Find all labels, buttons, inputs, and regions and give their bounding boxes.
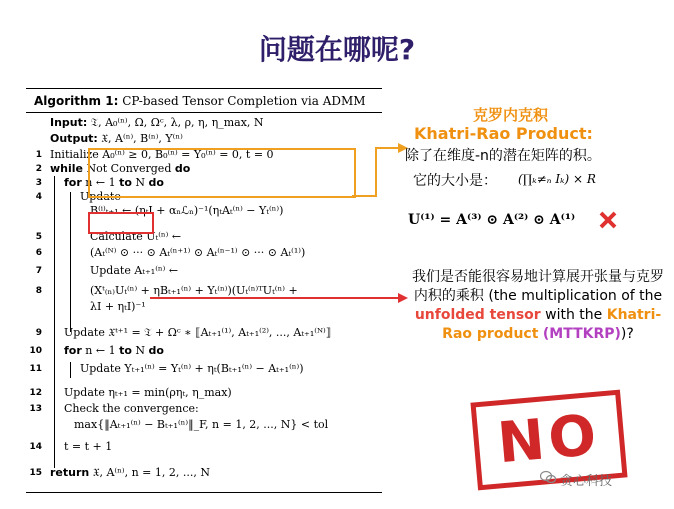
u-formula xyxy=(408,212,575,228)
line-number: 4 xyxy=(35,192,42,202)
line-text: t = t + 1 xyxy=(64,440,113,453)
line-text: Update Yₜ₊₁⁽ⁿ⁾ = Yₜ⁽ⁿ⁾ + ηₜ(Bₜ₊₁⁽ⁿ⁾ − Aₜ₊₁⁽ⁿ⁾) xyxy=(80,362,304,375)
line-text: Update xyxy=(80,190,121,203)
line-number: 1 xyxy=(35,150,42,160)
line-text: (Xᵗ₍ₙ₎Uₜ⁽ⁿ⁾ + ηBₜ₊₁⁽ⁿ⁾ + Yₜ⁽ⁿ⁾)(Uₜ⁽ⁿ⁾ᵀUₜ⁽ⁿ⁾ + xyxy=(90,284,298,297)
question-end: )? xyxy=(620,326,634,342)
cross-icon xyxy=(598,210,618,230)
line-text: B⁽ⁱ⁾ₜ₊₁ ← (ηₜI + αₙℒₙ)⁻¹(ηₜAₜ⁽ⁿ⁾ − Yₜ⁽ⁿ⁾) xyxy=(90,204,284,217)
line-text: Output: 𝔛, A⁽ⁿ⁾, B⁽ⁿ⁾, Y⁽ⁿ⁾ xyxy=(50,132,183,145)
line-text: Update Aₜ₊₁⁽ⁿ⁾ ← xyxy=(90,264,179,277)
line-number: 9 xyxy=(35,328,42,338)
line-number: 11 xyxy=(29,364,42,374)
orange-connector xyxy=(352,148,398,196)
question-mid: with the xyxy=(540,307,607,323)
line-text: max{‖Aₜ₊₁⁽ⁿ⁾ − Bₜ₊₁⁽ⁿ⁾‖_F, n = 1, 2, ..., N} < tol xyxy=(74,418,329,431)
line-text: λI + ηₜI)⁻¹ xyxy=(90,300,146,313)
line-number: 2 xyxy=(35,164,42,174)
kr-chinese-label: 克罗内克积 xyxy=(473,106,549,124)
wechat-icon xyxy=(540,470,556,484)
question-mttkrp: (MTTKRP) xyxy=(542,326,621,342)
line-text: Check the convergence: xyxy=(64,402,199,415)
red-arrowhead xyxy=(398,293,408,303)
line-number: 13 xyxy=(29,404,42,414)
question-part1: 我们是否能很容易地计算展开张量与克罗内积的乘积 (the multiplication of the xyxy=(412,269,664,304)
algorithm-heading-label: Algorithm 1: xyxy=(34,94,119,108)
line-text: Initialize A₀⁽ⁿ⁾ ≥ 0, B₀⁽ⁿ⁾ = Y₀⁽ⁿ⁾ = 0, t = 0 xyxy=(50,148,274,161)
line-number: 3 xyxy=(35,178,42,188)
line-text: Update 𝔛ᵗ⁺¹ = 𝔗 + Ωᶜ ∗ ⟦Aₜ₊₁⁽¹⁾, Aₜ₊₁⁽²⁾, ..., Aₜ₊₁⁽ᴺ⁾⟧ xyxy=(64,326,332,339)
line-number: 15 xyxy=(29,468,42,478)
algorithm-heading-text: CP-based Tensor Completion via ADMM xyxy=(122,94,366,108)
no-stamp: NO xyxy=(470,390,627,491)
line-number: 14 xyxy=(29,442,42,452)
line-text: while Not Converged do xyxy=(50,162,191,175)
size-label: 它的大小是： xyxy=(413,173,497,189)
line-text: (Aₜ⁽ᴺ⁾ ⊙ ··· ⊙ Aₜ⁽ⁿ⁺¹⁾ ⊙ Aₜ⁽ⁿ⁻¹⁾ ⊙ ··· ⊙ Aₜ⁽¹⁾) xyxy=(90,246,306,259)
line-number: 6 xyxy=(35,248,42,258)
line-number: 10 xyxy=(29,346,42,356)
line-number: 12 xyxy=(29,388,42,398)
question-unfolded: unfolded tensor xyxy=(414,307,541,323)
line-text: Calculate Uₜ⁽ⁿ⁾ ← xyxy=(90,230,182,243)
kr-description: 除了在维度-n的潜在矩阵的积。 xyxy=(405,148,601,164)
line-text: Update ηₜ₊₁ = min(ρηₜ, η_max) xyxy=(64,386,232,399)
slide-title: 问题在哪呢? xyxy=(258,33,416,66)
line-text: for n ← 1 to N do xyxy=(64,176,164,189)
size-formula: (∏ₖ≠ₙ Iₖ) × R xyxy=(518,172,596,186)
line-text: return 𝔛, A⁽ⁿ⁾, n = 1, 2, ..., N xyxy=(50,466,210,479)
line-text: for n ← 1 to N do xyxy=(64,344,164,357)
kr-english-label: Khatri-Rao Product: xyxy=(414,124,593,143)
watermark: 贪心科技 xyxy=(560,474,613,489)
u-formula-text: U⁽¹⁾ = A⁽³⁾ ⊙ A⁽²⁾ ⊙ A⁽¹⁾ xyxy=(408,212,576,228)
line-number: 5 xyxy=(35,232,42,242)
line-text: Input: 𝔗, A₀⁽ⁿ⁾, Ω, Ωᶜ, λ, ρ, η, η_max, N xyxy=(50,116,264,129)
question-text xyxy=(408,268,668,344)
question-kr: Khatri-Rao product xyxy=(442,307,662,342)
line-number: 8 xyxy=(35,286,42,296)
line-number: 7 xyxy=(35,266,42,276)
